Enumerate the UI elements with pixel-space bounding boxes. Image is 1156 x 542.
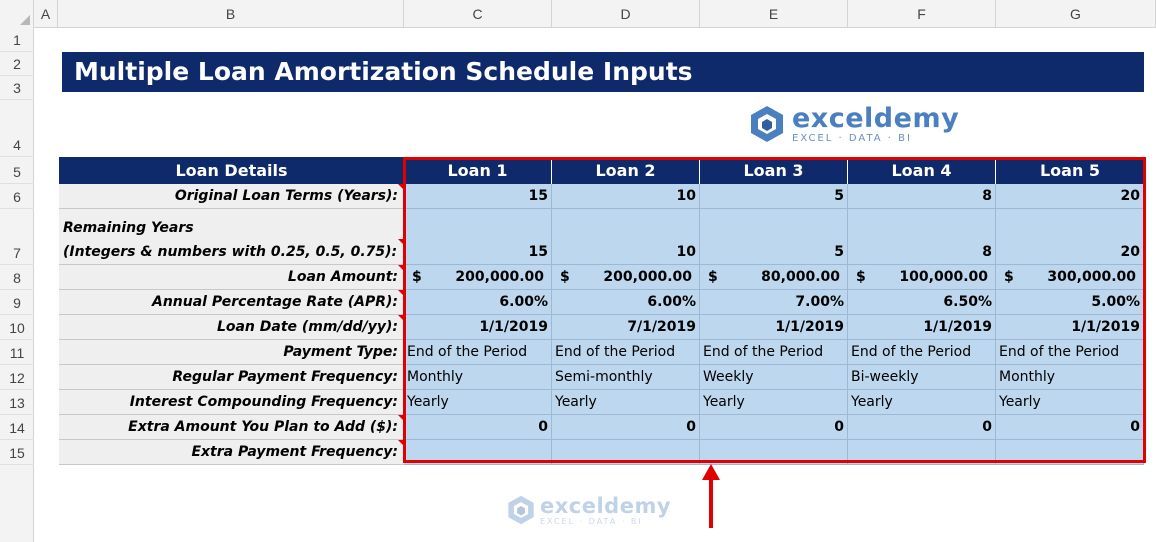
label-remaining-years[interactable]: [59, 209, 404, 265]
cell-apr-loan-4[interactable]: 6.50%: [848, 290, 996, 315]
cell-regular-freq-loan-4[interactable]: Bi-weekly: [848, 365, 996, 390]
cell-apr-loan-5[interactable]: 5.00%: [996, 290, 1144, 315]
row-header-11[interactable]: 11: [0, 340, 34, 365]
header-loan-4[interactable]: Loan 4: [848, 157, 996, 184]
cell-payment-type-loan-3[interactable]: End of the Period: [700, 340, 848, 365]
label-remaining-years-line2: (Integers & numbers with 0.25, 0.5, 0.75):: [63, 244, 398, 260]
label-extra-amount[interactable]: Extra Amount You Plan to Add ($):: [59, 415, 404, 440]
cell-apr-loan-3[interactable]: 7.00%: [700, 290, 848, 315]
header-loan-3[interactable]: Loan 3: [700, 157, 848, 184]
cell-loan-amount-loan-1[interactable]: $ 200,000.00: [404, 265, 552, 290]
row-header-10[interactable]: 10: [0, 315, 34, 340]
exceldemy-logo: [748, 104, 959, 144]
row-header-8[interactable]: 8: [0, 265, 34, 290]
cell-original-terms-loan-4[interactable]: 8: [848, 184, 996, 209]
label-extra-payment-frequency[interactable]: Extra Payment Frequency:: [59, 440, 404, 465]
cell-extra-amount-loan-4[interactable]: 0: [848, 415, 996, 440]
currency-symbol: $: [412, 269, 422, 285]
red-up-arrow-icon: [700, 462, 722, 530]
cell-extra-amount-loan-1[interactable]: 0: [404, 415, 552, 440]
cell-original-terms-loan-2[interactable]: 10: [552, 184, 700, 209]
input-range-highlight: [403, 157, 1146, 463]
cell-loan-date-loan-2[interactable]: 7/1/2019: [552, 315, 700, 340]
cell-compounding-loan-4[interactable]: Yearly: [848, 390, 996, 415]
currency-symbol: $: [856, 269, 866, 285]
select-all-corner[interactable]: [0, 0, 34, 28]
cell-compounding-loan-2[interactable]: Yearly: [552, 390, 700, 415]
row-header-1[interactable]: 1: [0, 28, 34, 52]
cell-remaining-years-loan-2[interactable]: 10: [552, 209, 700, 265]
row-header-7[interactable]: 7: [0, 209, 34, 265]
cell-compounding-loan-5[interactable]: Yearly: [996, 390, 1144, 415]
header-loan-2[interactable]: Loan 2: [552, 157, 700, 184]
column-header-d[interactable]: D: [552, 0, 700, 28]
row-header-3[interactable]: 3: [0, 76, 34, 100]
exceldemy-watermark-icon: [506, 494, 536, 526]
row-header-15[interactable]: 15: [0, 440, 34, 465]
cell-payment-type-loan-2[interactable]: End of the Period: [552, 340, 700, 365]
currency-symbol: $: [560, 269, 570, 285]
column-header-b[interactable]: B: [58, 0, 404, 28]
cell-loan-date-loan-5[interactable]: 1/1/2019: [996, 315, 1144, 340]
header-loan-5[interactable]: Loan 5: [996, 157, 1144, 184]
cell-regular-freq-loan-1[interactable]: Monthly: [404, 365, 552, 390]
logo-tagline: EXCEL · DATA · BI: [792, 132, 912, 144]
watermark-wordmark: exceldemy: [540, 493, 672, 518]
cell-payment-type-loan-1[interactable]: End of the Period: [404, 340, 552, 365]
row-header-13[interactable]: 13: [0, 390, 34, 415]
header-loan-1[interactable]: Loan 1: [404, 157, 552, 184]
logo-wordmark: exceldemy: [792, 102, 960, 134]
cell-loan-date-loan-4[interactable]: 1/1/2019: [848, 315, 996, 340]
header-loan-details[interactable]: Loan Details: [59, 157, 404, 184]
cell-loan-date-loan-1[interactable]: 1/1/2019: [404, 315, 552, 340]
label-regular-payment-frequency[interactable]: Regular Payment Frequency:: [59, 365, 404, 390]
currency-symbol: $: [708, 269, 718, 285]
cell-regular-freq-loan-5[interactable]: Monthly: [996, 365, 1144, 390]
label-payment-type[interactable]: Payment Type:: [59, 340, 404, 365]
cell-remaining-years-loan-1[interactable]: 15: [404, 209, 552, 265]
label-interest-compounding-frequency[interactable]: Interest Compounding Frequency:: [59, 390, 404, 415]
label-loan-date[interactable]: Loan Date (mm/dd/yy):: [59, 315, 404, 340]
row-header-12[interactable]: 12: [0, 365, 34, 390]
cell-extra-amount-loan-5[interactable]: 0: [996, 415, 1144, 440]
column-header-e[interactable]: E: [700, 0, 848, 28]
cell-regular-freq-loan-3[interactable]: Weekly: [700, 365, 848, 390]
page-title[interactable]: Multiple Loan Amortization Schedule Inputs: [62, 52, 1144, 92]
exceldemy-logo-icon: [748, 104, 786, 144]
cell-remaining-years-loan-3[interactable]: 5: [700, 209, 848, 265]
cell-payment-type-loan-5[interactable]: End of the Period: [996, 340, 1144, 365]
cell-compounding-loan-1[interactable]: Yearly: [404, 390, 552, 415]
row-header-2[interactable]: 2: [0, 52, 34, 76]
label-original-loan-terms[interactable]: Original Loan Terms (Years):: [59, 184, 404, 209]
label-loan-amount[interactable]: Loan Amount:: [59, 265, 404, 290]
cell-extra-amount-loan-3[interactable]: 0: [700, 415, 848, 440]
row-header-4[interactable]: 4: [0, 100, 34, 157]
cell-apr-loan-1[interactable]: 6.00%: [404, 290, 552, 315]
row-header-6[interactable]: 6: [0, 184, 34, 209]
cell-loan-date-loan-3[interactable]: 1/1/2019: [700, 315, 848, 340]
cell-loan-amount-loan-2[interactable]: $ 200,000.00: [552, 265, 700, 290]
exceldemy-watermark: [506, 494, 671, 526]
column-header-f[interactable]: F: [848, 0, 996, 28]
cell-original-terms-loan-5[interactable]: 20: [996, 184, 1144, 209]
cell-original-terms-loan-1[interactable]: 15: [404, 184, 552, 209]
cell-regular-freq-loan-2[interactable]: Semi-monthly: [552, 365, 700, 390]
row-header-14[interactable]: 14: [0, 415, 34, 440]
cell-loan-amount-loan-4[interactable]: $ 100,000.00: [848, 265, 996, 290]
cell-payment-type-loan-4[interactable]: End of the Period: [848, 340, 996, 365]
label-remaining-years-line1: Remaining Years: [63, 220, 194, 236]
column-header-c[interactable]: C: [404, 0, 552, 28]
row-header-9[interactable]: 9: [0, 290, 34, 315]
currency-symbol: $: [1004, 269, 1014, 285]
cell-loan-amount-loan-3[interactable]: $ 80,000.00: [700, 265, 848, 290]
column-header-a[interactable]: A: [34, 0, 58, 28]
column-header-g[interactable]: G: [996, 0, 1156, 28]
cell-remaining-years-loan-5[interactable]: 20: [996, 209, 1144, 265]
cell-remaining-years-loan-4[interactable]: 8: [848, 209, 996, 265]
cell-original-terms-loan-3[interactable]: 5: [700, 184, 848, 209]
cell-loan-amount-loan-5[interactable]: $ 300,000.00: [996, 265, 1144, 290]
cell-apr-loan-2[interactable]: 6.00%: [552, 290, 700, 315]
row-header-5[interactable]: 5: [0, 157, 34, 184]
cell-extra-amount-loan-2[interactable]: 0: [552, 415, 700, 440]
cell-compounding-loan-3[interactable]: Yearly: [700, 390, 848, 415]
watermark-tagline: EXCEL · DATA · BI: [540, 516, 643, 526]
label-apr[interactable]: Annual Percentage Rate (APR):: [59, 290, 404, 315]
